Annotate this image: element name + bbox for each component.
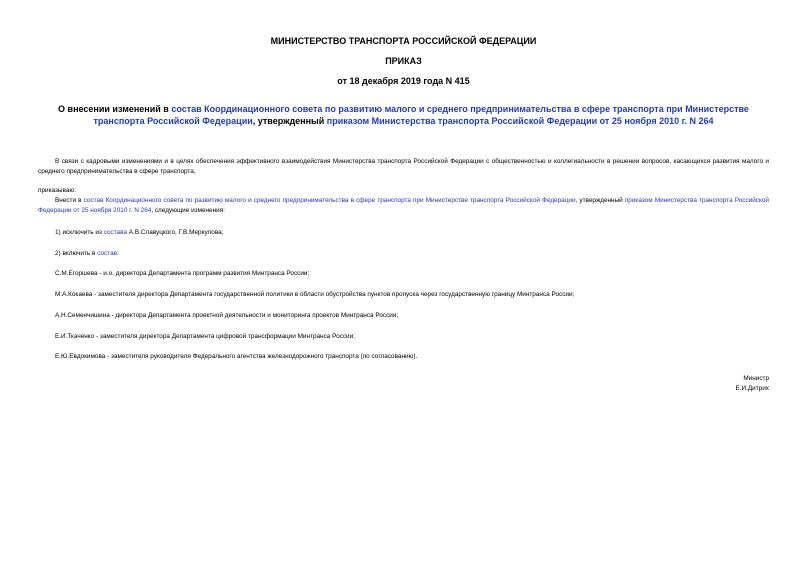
member-item: М.А.Кокаева - заместителя директора Департамента государственной политики в области обустройства пунктов пропуска через государственную границу Минтранса России; — [55, 291, 575, 298]
amend-council-link[interactable]: состав Координационного совета по развитию малого и среднего предпринимательства в сфере транспорта при Министерстве транспорта Российской Федерации — [83, 197, 576, 204]
signatory-name: Е.И.Дитрих — [735, 385, 769, 392]
doc-type-heading: ПРИКАЗ — [385, 56, 422, 66]
member-item: Е.Ю.Евдокимова - заместителя руководителя Федерального агентства железнодорожного транспорта (по согласованию). — [55, 353, 418, 360]
item-2-end: : — [117, 250, 119, 257]
item-2-start: 2) включить в — [55, 250, 98, 257]
item-2-composition-link[interactable]: состав — [97, 250, 118, 257]
order-word: приказываю: — [38, 187, 76, 194]
member-item: А.Н.Семенчишина - директора Департамента проектной деятельности и мониторинга проектов Минтранса России; — [55, 312, 399, 319]
amend-text-start: Внести в — [55, 197, 84, 204]
item-1 — [55, 228, 224, 238]
ministry-heading: МИНИСТЕРСТВО ТРАНСПОРТА РОССИЙСКОЙ ФЕДЕРАЦИИ — [270, 36, 537, 46]
amendment-paragraph — [38, 196, 769, 215]
amend-order-link[interactable]: приказом Министерства транспорта Российской Федерации от 25 ноября 2010 г. N 264 — [38, 197, 769, 214]
title-order-link[interactable]: приказом Министерства транспорта Российской Федерации от 25 ноября 2010 г. N 264 — [326, 116, 714, 126]
title-text-part1: О внесении изменений в — [58, 104, 172, 114]
title-text-part2: , утвержденный — [252, 116, 327, 126]
item-1-composition-link[interactable]: состава — [103, 229, 127, 236]
item-1-end: А.В.Славуцкого, Г.В.Меркулова; — [127, 229, 224, 236]
amend-text-mid: , утвержденный — [575, 197, 625, 204]
date-number-heading: от 18 декабря 2019 года N 415 — [337, 76, 470, 86]
title-council-link[interactable]: состав Координационного совета по развитию малого и среднего предпринимательства в сфере транспорта при Министерстве транспорта Российской Федерации — [93, 104, 749, 126]
member-item: С.М.Егоршева - и.о. директора Департамента программ развития Минтранса России; — [55, 270, 310, 277]
member-item: Е.И.Ткаченко - заместителя директора Департамента цифровой трансформации Минтранса России; — [55, 333, 355, 340]
signatory-position: Министр — [743, 375, 769, 382]
amend-text-end: , следующие изменения: — [151, 206, 225, 214]
item-1-start: 1) исключить из — [55, 229, 104, 236]
intro-paragraph: В связи с кадровыми изменениями и в целях обеспечения эффективного взаимодействия Министерства транспорта Российской Федерации с общественностью и коллегиальности в решении вопросов, касающихся развития малого и среднего предпринимательства в сфере транспорта, — [38, 158, 769, 175]
page-title — [40, 103, 767, 127]
item-2 — [55, 249, 119, 259]
